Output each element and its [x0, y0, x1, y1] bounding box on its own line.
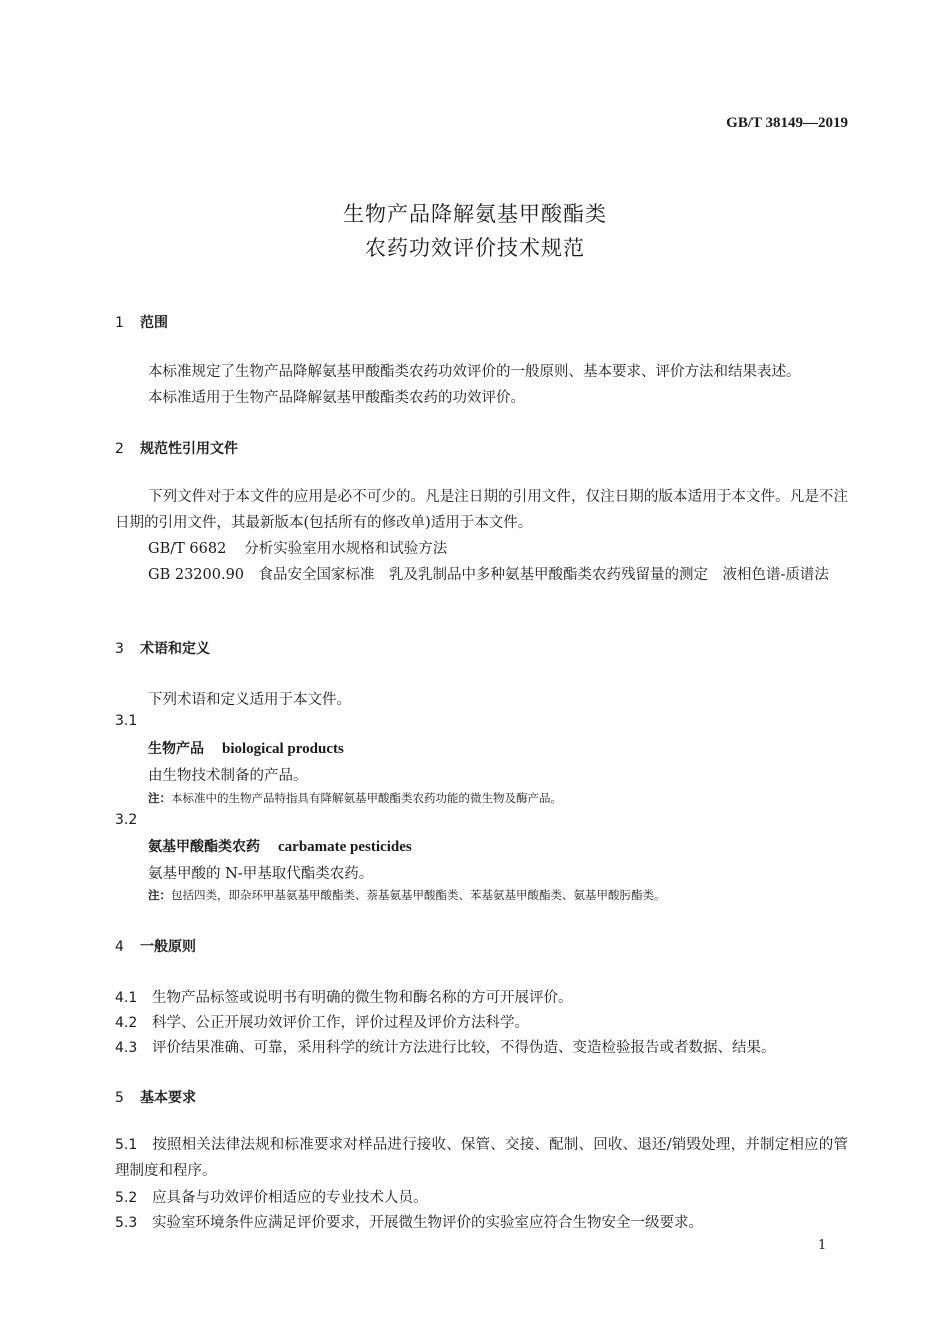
reference-title: 分析实验室用水规格和试验方法	[244, 541, 448, 557]
note-label: 注：	[148, 888, 171, 902]
note	[148, 887, 666, 903]
paragraph: 本标准规定了生物产品降解氨基甲酸酯类农药功效评价的一般原则、基本要求、评价方法和结果表述。	[148, 364, 801, 380]
term-en: carbamate pesticides	[278, 839, 412, 855]
clause	[115, 1132, 848, 1184]
section-heading-general-principles	[115, 936, 196, 956]
clause-text: 实验室环境条件应满足评价要求，开展微生物评价的实验室应符合生物安全一级要求。	[152, 1215, 703, 1231]
term-number: 3.2	[115, 812, 138, 828]
clause-number: 5.2	[115, 1190, 138, 1206]
section-heading-basic-requirements	[115, 1087, 196, 1107]
section-title: 术语和定义	[140, 641, 210, 657]
paragraph: 下列文件对于本文件的应用是必不可少的。凡是注日期的引用文件，仅注日期的版本适用于本文件。凡是不注日期的引用文件，其最新版本(包括所有的修改单)适用于本文件。	[115, 489, 848, 531]
term-entry	[148, 738, 344, 758]
section-title: 一般原则	[140, 939, 196, 955]
term-entry	[148, 836, 412, 856]
section-number: 2	[115, 441, 124, 457]
reference-item	[148, 537, 447, 558]
section-heading-terms	[115, 638, 210, 658]
reference-code: GB/T 6682	[148, 541, 227, 557]
clause-text: 生物产品标签或说明书有明确的微生物和酶名称的方可开展评价。	[152, 990, 573, 1006]
section-number: 5	[115, 1090, 124, 1106]
section-number: 3	[115, 641, 124, 657]
reference-item: GB 23200.90 食品安全国家标准 乳及乳制品中多种氨基甲酸酯类农药残留量的测定 液相色谱-质谱法	[148, 567, 829, 583]
section-number: 1	[115, 315, 124, 331]
clause-number: 4.1	[115, 990, 138, 1006]
paragraph: 本标准适用于生物产品降解氨基甲酸酯类农药的功效评价。	[148, 390, 525, 406]
clause-text: 科学、公正开展功效评价工作，评价过程及评价方法科学。	[152, 1015, 529, 1031]
clause	[115, 1011, 529, 1032]
clause-number: 5.1	[115, 1137, 138, 1153]
clause-number: 4.2	[115, 1015, 138, 1031]
standard-number: GB/T 38149—2019	[726, 115, 848, 131]
section-number: 4	[115, 939, 124, 955]
clause	[115, 1211, 703, 1232]
note-label: 注：	[148, 791, 171, 805]
section-title: 规范性引用文件	[140, 441, 238, 457]
section-heading-scope	[115, 312, 168, 332]
clause	[115, 1036, 776, 1057]
term-zh: 生物产品	[148, 741, 204, 757]
term-definition: 氨基甲酸的 N-甲基取代酯类农药。	[148, 866, 374, 882]
document-title-line1: 生物产品降解氨基甲酸酯类	[343, 202, 607, 226]
clause-text: 评价结果准确、可靠，采用科学的统计方法进行比较，不得伪造、变造检验报告或者数据、结果。	[152, 1040, 776, 1056]
clause-text: 按照相关法律法规和标准要求对样品进行接收、保管、交接、配制、回收、退还/销毁处理，并制定相应的管理制度和程序。	[115, 1137, 848, 1179]
clause-text: 应具备与功效评价相适应的专业技术人员。	[152, 1190, 428, 1206]
section-title: 范围	[140, 315, 168, 331]
section-heading-normative-references	[115, 438, 238, 458]
note-text: 包括四类，即杂环甲基氨基甲酸酯类、萘基氨基甲酸酯类、苯基氨基甲酸酯类、氨基甲酸肟酯类。	[171, 888, 666, 902]
note	[148, 790, 562, 806]
section-title: 基本要求	[140, 1090, 196, 1106]
document-title-line2: 农药功效评价技术规范	[365, 236, 585, 260]
term-number: 3.1	[115, 713, 138, 729]
paragraph: 下列术语和定义适用于本文件。	[148, 692, 351, 708]
clause	[115, 1186, 428, 1207]
note-text: 本标准中的生物产品特指具有降解氨基甲酸酯类农药功能的微生物及酶产品。	[171, 791, 562, 805]
page-number: 1	[818, 1238, 827, 1253]
term-definition: 由生物技术制备的产品。	[148, 768, 308, 784]
term-zh: 氨基甲酸酯类农药	[148, 839, 260, 855]
clause-number: 4.3	[115, 1040, 138, 1056]
clause-number: 5.3	[115, 1215, 138, 1231]
clause	[115, 986, 573, 1007]
term-en: biological products	[222, 741, 344, 757]
